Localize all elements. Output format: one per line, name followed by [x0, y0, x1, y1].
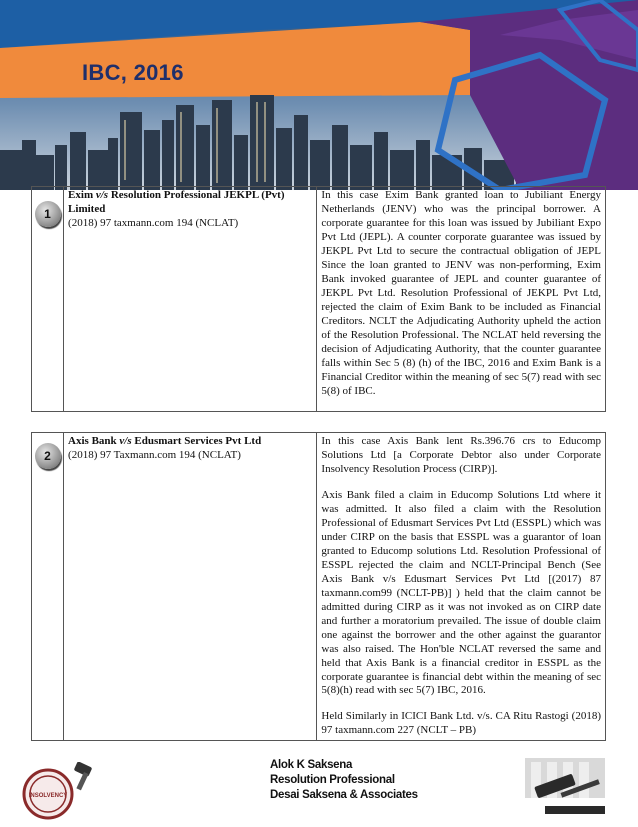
case-citation: (2018) 97 taxmann.com 194 (NCLAT) — [68, 216, 239, 229]
footer-signature — [270, 758, 418, 803]
case-title-part2: Resolution Professional JEKPL (Pvt) Limited — [68, 189, 285, 215]
case-title-cell — [64, 433, 317, 741]
case-title-vs: v/s — [119, 435, 132, 447]
case-paragraph-1: In this case Axis Bank lent Rs.396.76 crs to Educomp Solutions Ltd [a Corporate Debtor also under Corporate Insolvency Resolution Process (CIRP)]. — [321, 435, 601, 475]
case-paragraph-2: Axis Bank filed a claim in Educomp Solutions Ltd where it was admitted. It also filed a claim with the Resolution Professional of Edusmart Services Pvt Ltd (ESSPL) which was under CIRP on the basis that ESSPL was a guarantor of loan granted to Educomp solutions Ltd. Resolution Professional of ESSPL rejected the claim and NCLT-Principal Bench (See Axis Bank v/s Edusmart Services Pvt Ltd [(2017) 87 taxmann.com99 (NCLT-PB)] ) held that the claim cannot be admitted during CIRP as it was not invoked as on CIRP date and further a moratorium prevailed. The issue of double claim one against the borrower and the other against the guarantor was also raised. The Hon'ble NCLAT reversed the same and held that Axis Bank is a financial creditor in ESSPL as the corporate guarantee is financial debt within the meaning of sec 5(8)(h) read with sec 5(7) IBC, 2016. — [321, 488, 601, 697]
gavel-icon — [515, 750, 625, 825]
case-title — [68, 189, 312, 217]
case-citation: (2018) 97 Taxmann.com 194 (NCLAT) — [68, 448, 241, 461]
footer-firm: Desai Saksena & Associates — [270, 789, 418, 801]
insolvency-stamp-icon — [20, 762, 100, 827]
header-banner — [0, 0, 638, 190]
case-number-badge: 1 — [35, 201, 61, 227]
case-title-cell — [64, 187, 317, 412]
case-table-2 — [31, 432, 606, 741]
case-number-cell — [32, 187, 64, 412]
footer-role: Resolution Professional — [270, 774, 395, 786]
case-title-part1: Axis Bank — [68, 435, 120, 447]
footer-name: Alok K Saksena — [270, 759, 353, 771]
case-title-part2: Edusmart Services Pvt Ltd — [131, 435, 262, 447]
case-number-badge: 2 — [35, 443, 61, 469]
case-description — [317, 433, 606, 741]
case-paragraph-3: Held Similarly in ICICI Bank Ltd. v/s. CA Ritu Rastogi (2018) 97 taxmann.com 227 (NCLT – PB) — [321, 710, 601, 737]
case-description-text: In this case Exim Bank granted loan to Jubiliant Energy Netherlands (JENV) who was the principal borrower. A corporate guarantee for this loan was issued by Jubiliant Expo Pvt Ltd (JEPL). A counter corporate guarantee was issued by JEKPL Pvt Ltd to secure the contractual obligation of JEPL Since the loan granted to JENV was non-performing, Exim Bank invoked guarantee of JEPL and counter guarantee of JEKPL Pvt Ltd. Resolution Professional of JEKPL Pvt Ltd, rejected the claim of Exim Bank to be included as Financial Creditors. NCLT the Adjudicating Authority upheld the action of the Resolution Professional. The NCLAT held reversing the decision of Adjudicating Authority, that the counter guarantee falls within Sec 5 (8) (h) of the IBC, 2016 and Exim Bank is a Financial Creditor within the meaning of sec 5(7) read with sec 5(8) of IBC. — [321, 189, 601, 397]
case-description — [317, 187, 606, 412]
page-title: IBC, 2016 — [82, 60, 184, 85]
case-title-part1: Exim — [68, 189, 96, 201]
stamp-text: INSOLVENCY — [28, 793, 68, 799]
case-table-1 — [31, 186, 606, 412]
case-title-vs: v/s — [95, 189, 109, 201]
case-number-cell — [32, 433, 64, 741]
city-skyline-image — [0, 0, 638, 190]
case-title — [68, 435, 312, 449]
